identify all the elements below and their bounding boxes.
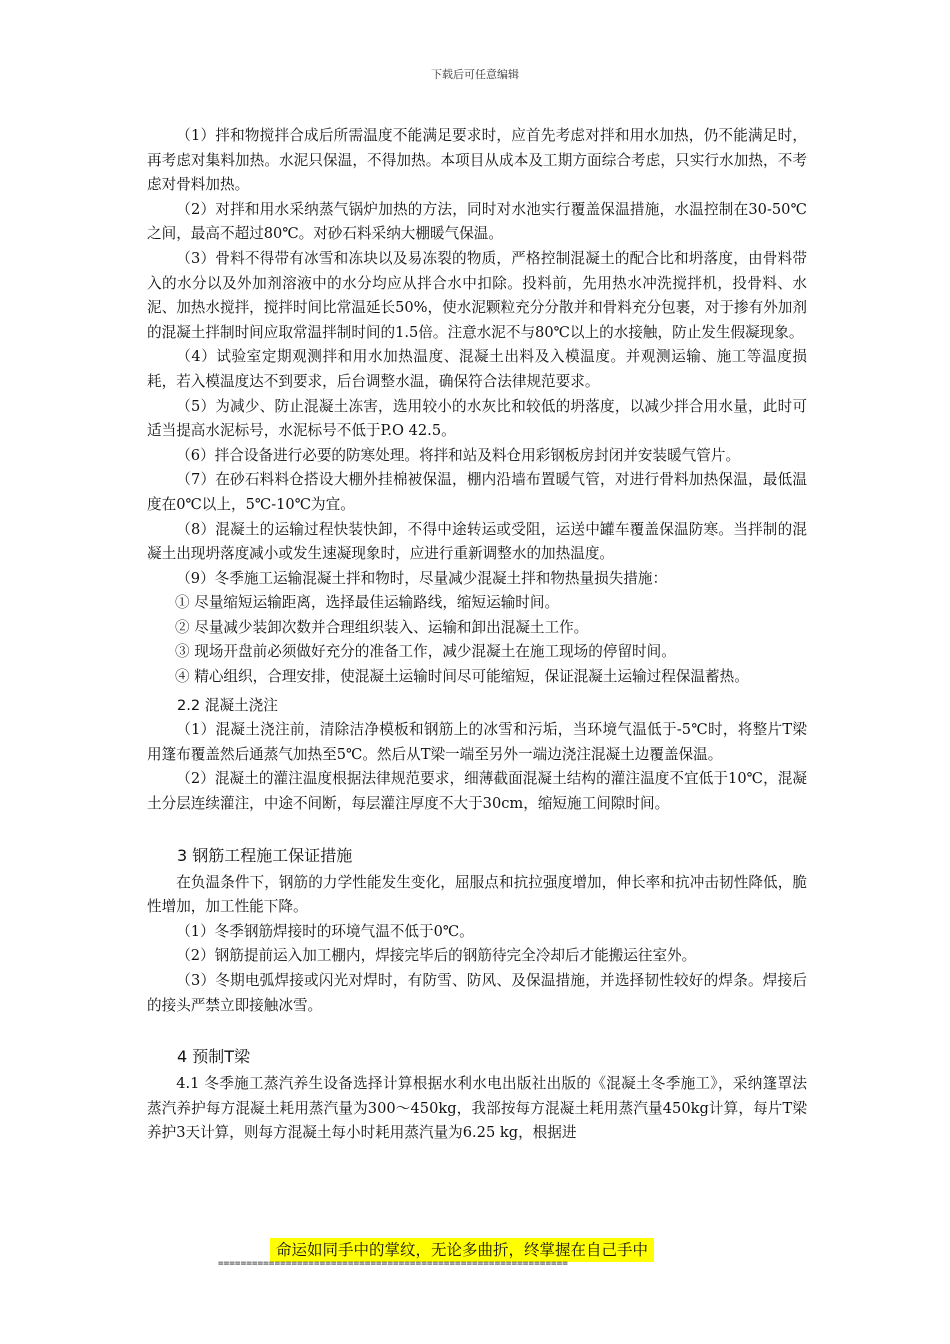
paragraph: 4.1 冬季施工蒸汽养生设备选择计算根据水利水电出版社出版的《混凝土冬季施工》，采纳篷罩法蒸汽养护每方混凝土耗用蒸汽量为300～450kg，我部按每方混凝土耗用蒸汽量450kg计算，每片T梁养护3天计算，则每方混凝土每小时耗用蒸汽量为6.25 kg，根据进 [147,1075,807,1142]
section-heading: 4 预制T梁 [177,1047,251,1067]
section-heading: 3 钢筋工程施工保证措施 [177,845,353,865]
paragraph: （5）为减少、防止混凝土冻害，选用较小的水灰比和较低的坍落度，以减少拌合用水量，此时可适当提高水泥标号，水泥标号不低于P.O 42.5。 [147,397,807,440]
paragraph: （2）混凝土的灌注温度根据法律规范要求，细薄截面混凝土结构的灌注温度不宜低于10℃，混凝土分层连续灌注，中途不间断，每层灌注厚度不大于30cm，缩短施工间隙时间。 [147,770,807,813]
paragraph: 在负温条件下，钢筋的力学性能发生变化，屈服点和抗拉强度增加，伸长率和抗冲击韧性降低，脆性增加，加工性能下降。 [147,873,807,916]
paragraph: （8）混凝土的运输过程快装快卸，不得中途转运或受阻，运送中罐车覆盖保温防寒。当拌制的混凝土出现坍落度减小或发生速凝现象时，应进行重新调整水的加热温度。 [147,520,807,563]
list-item: ③ 现场开盘前必须做好充分的准备工作，减少混凝土在施工现场的停留时间。 [175,643,676,661]
document-body [147,124,807,1146]
subsection-heading: 2.2 混凝土浇注 [177,696,278,714]
paragraph: （7）在砂石料料仓搭设大棚外挂棉被保温，棚内沿墙布置暖气管，对进行骨料加热保温，最低温度在0℃以上，5℃-10℃为宜。 [147,471,807,513]
paragraph: （1）混凝土浇注前，清除洁净模板和钢筋上的冰雪和污垢，当环境气温低于-5℃时，将整片T梁用篷布覆盖然后通蒸气加热至5℃。然后从T梁一端至另外一端边浇注混凝土边覆盖保温。 [147,721,807,763]
paragraph: （9）冬季施工运输混凝土拌和物时，尽量减少混凝土拌和物热量损失措施： [176,569,668,587]
footer-divider: ============================================================== [218,1258,568,1269]
paragraph: （2）钢筋提前运入加工棚内，焊接完毕后的钢筋待完全冷却后才能搬运往室外。 [176,947,697,965]
paragraph: （4）试验室定期观测拌和用水加热温度、混凝土出料及入模温度。并观测运输、施工等温度损耗，若入模温度达不到要求，后台调整水温，确保符合法律规范要求。 [147,348,807,390]
list-item: ① 尽量缩短运输距离，选择最佳运输路线，缩短运输时间。 [175,594,560,612]
paragraph: （3）冬期电弧焊接或闪光对焊时，有防雪、防风、及保温措施，并选择韧性较好的焊条。焊接后的接头严禁立即接触冰雪。 [147,972,807,1014]
paragraph: （6）拌合设备进行必要的防寒处理。将拌和站及料仓用彩钢板房封闭并安装暖气管片。 [176,446,741,464]
paragraph: （1）冬季钢筋焊接时的环境气温不低于0℃。 [176,922,474,940]
list-item: ④ 精心组织，合理安排，使混凝土运输时间尽可能缩短，保证混凝土运输过程保温蓄热。 [175,668,749,686]
footer-motto: 命运如同手中的掌纹，无论多曲折，终掌握在自己手中 [270,1238,654,1262]
page-header: 下载后可任意编辑 [431,68,519,81]
paragraph: （1）拌和物搅拌合成后所需温度不能满足要求时，应首先考虑对拌和用水加热，仍不能满足时，再考虑对集料加热。水泥只保温，不得加热。本项目从成本及工期方面综合考虑，只实行水加热，不考虑对骨料加热。 [147,127,807,194]
paragraph: （2）对拌和用水采纳蒸气锅炉加热的方法，同时对水池实行覆盖保温措施，水温控制在30-50℃之间，最高不超过80℃。对砂石料采纳大棚暖气保温。 [147,200,807,243]
paragraph: （3）骨料不得带有冰雪和冻块以及易冻裂的物质，严格控制混凝土的配合比和坍落度，由骨料带入的水分以及外加剂溶液中的水分均应从拌合水中扣除。投料前，先用热水冲洗搅拌机，投骨料、水泥、加热水搅拌，搅拌时间比常温延长50%，使水泥颗粒充分分散并和骨料充分包裹，对于掺有外加剂的混凝土拌制时间应取常温拌制时间的1.5倍。注意水泥不与80℃以上的水接触，防止发生假凝现象。 [147,249,807,341]
list-item: ② 尽量减少装卸次数并合理组织装入、运输和卸出混凝土工作。 [175,618,589,636]
